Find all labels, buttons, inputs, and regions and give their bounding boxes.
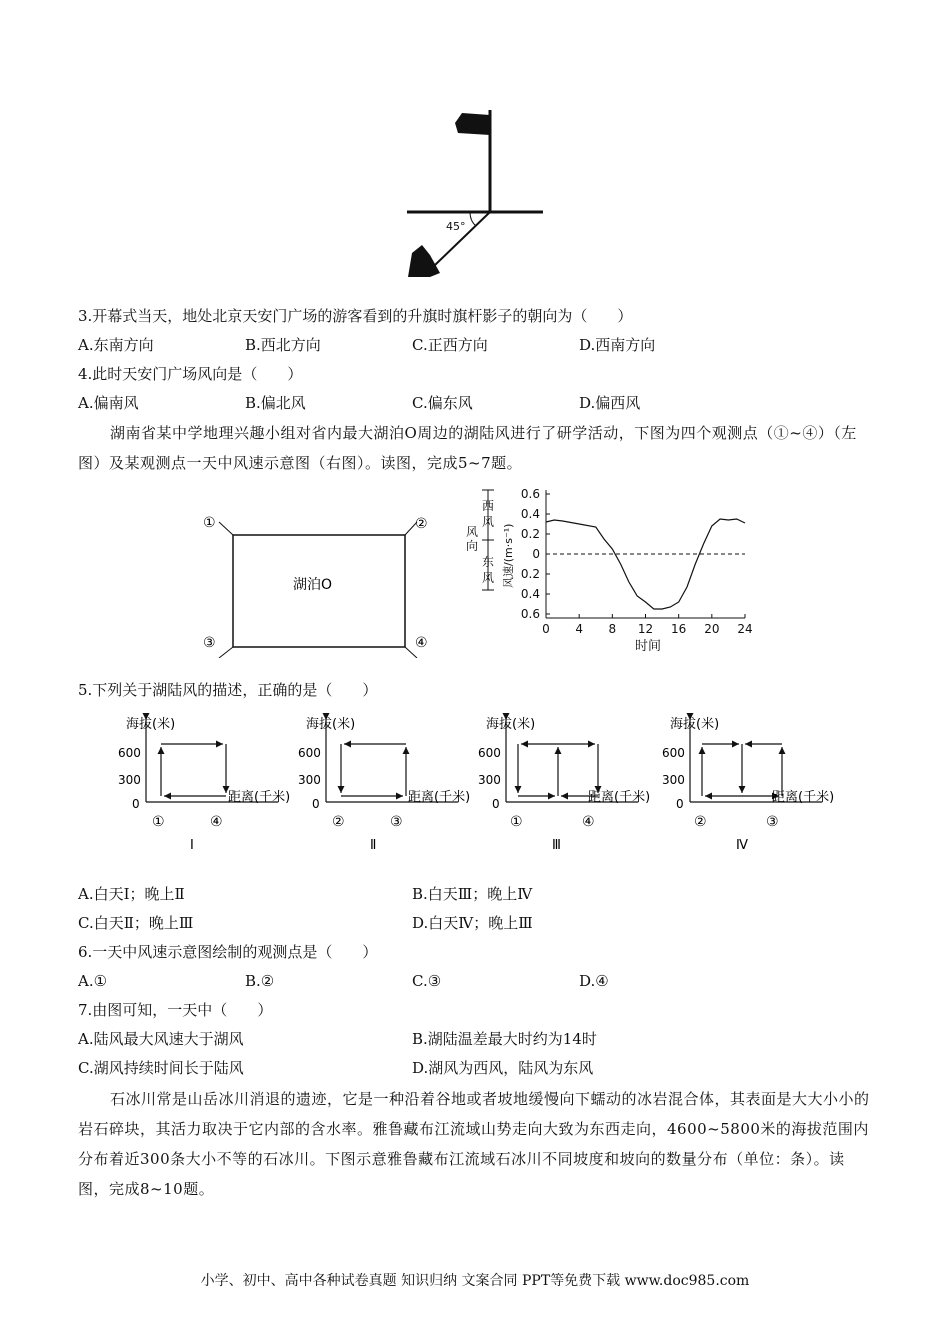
q7-option-d[interactable]: D.湖风为西风，陆风为东风 xyxy=(412,1059,594,1077)
q5-diagram-xlabel: 距离(千米) xyxy=(228,790,291,805)
angle-label: 45° xyxy=(446,220,466,233)
x-tick-label: 4 xyxy=(575,622,583,636)
svg-text:风: 风 xyxy=(482,571,495,585)
q6-option-c[interactable]: C.③ xyxy=(412,972,442,990)
q5-diagram-ytick: 0 xyxy=(132,797,140,811)
q5-diagram-ytick: 600 xyxy=(298,746,321,760)
q5-diagram-4 xyxy=(662,712,892,862)
q6-option-b[interactable]: B.② xyxy=(245,972,275,990)
x-tick-label: 16 xyxy=(671,622,687,636)
q5-diagram-ytick: 300 xyxy=(478,773,501,787)
lake-label: 湖泊O xyxy=(293,577,333,593)
q5-diagram-point-left: ② xyxy=(332,814,345,830)
wind-speed-line xyxy=(546,519,745,609)
y-tick-label: 0.4 xyxy=(520,507,540,521)
q5-diagram-point-left: ① xyxy=(152,814,165,830)
wind-speed-chart xyxy=(460,478,770,656)
q7-option-b[interactable]: B.湖陆温差最大时约为14时 xyxy=(412,1030,597,1048)
q3-option-c[interactable]: C.正西方向 xyxy=(412,336,488,354)
q4-option-a[interactable]: A.偏南风 xyxy=(78,394,139,412)
q5-diagram-numeral: Ⅱ xyxy=(370,838,377,853)
x-tick-label: 24 xyxy=(737,622,753,636)
q7-option-a[interactable]: A.陆风最大风速大于湖风 xyxy=(78,1030,244,1048)
y-tick-label: 0.2 xyxy=(520,527,540,541)
q5-diagram-ytick: 300 xyxy=(662,773,685,787)
observer-icon xyxy=(408,245,440,277)
q5-stem: 5.下列关于湖陆风的描述，正确的是（ ） xyxy=(78,681,378,699)
y-tick-label: 0.4 xyxy=(520,587,540,601)
q5-diagram-ytick: 600 xyxy=(118,746,141,760)
direction-middle-label xyxy=(466,525,478,553)
q4-option-c[interactable]: C.偏东风 xyxy=(412,394,473,412)
q5-diagram-ytick: 600 xyxy=(478,746,501,760)
q5-diagram-ytick: 300 xyxy=(118,773,141,787)
q5-diagram-ylabel: 海拔(米) xyxy=(306,717,356,732)
q3-stem: 3.开幕式当天，地处北京天安门广场的游客看到的升旗时旗杆影子的朝向为（ ） xyxy=(78,307,633,325)
q5-diagram-point-right: ④ xyxy=(582,814,595,830)
svg-text:向: 向 xyxy=(466,539,479,553)
svg-text:西: 西 xyxy=(482,499,495,513)
q5-diagram-xlabel: 距离(千米) xyxy=(408,790,471,805)
q5-diagram-ytick: 0 xyxy=(312,797,320,811)
q4-stem: 4.此时天安门广场风向是（ ） xyxy=(78,365,303,383)
point-2-label: ② xyxy=(415,516,428,532)
y-tick-label: 0.6 xyxy=(520,487,540,501)
q5-option-d[interactable]: D.白天Ⅳ；晚上Ⅲ xyxy=(412,914,533,932)
intro-5-7: 湖南省某中学地理兴趣小组对省内最大湖泊O周边的湖陆风进行了研学活动，下图为四个观测点（①~④）（左图）及某观测点一天中风速示意图（右图）。读图，完成5~7题。 xyxy=(78,424,857,472)
q6-stem: 6.一天中风速示意图绘制的观测点是（ ） xyxy=(78,943,378,961)
intro-8-10: 石冰川常是山岳冰川消退的遗迹，它是一种沿着谷地或者坡地缓慢向下蠕动的冰岩混合体，其表面是大大小小的岩石碎块，其活力取决于它内部的含水率。雅鲁藏布江流域山势走向大致为东西走向，4600~5800米的海拔范围内分布着近300条大小不等的石冰川。下图示意雅鲁藏布江流域石冰川不同坡度和坡向的数量分布（单位：条）。读图，完成8~10题。 xyxy=(78,1090,870,1198)
q5-diagram-point-right: ④ xyxy=(210,814,223,830)
q5-diagram-ylabel: 海拔(米) xyxy=(126,717,176,732)
q5-diagram-point-left: ① xyxy=(510,814,523,830)
flag-icon xyxy=(455,113,490,135)
q5-diagram-point-right: ③ xyxy=(390,814,403,830)
q5-option-b[interactable]: B.白天Ⅲ；晚上Ⅳ xyxy=(412,885,533,903)
q5-option-a[interactable]: A.白天Ⅰ；晚上Ⅱ xyxy=(78,885,185,903)
q5-diagram-ytick: 300 xyxy=(298,773,321,787)
q4-option-d[interactable]: D.偏西风 xyxy=(579,394,641,412)
y-axis-label: 风速/(m·s⁻¹) xyxy=(502,523,515,588)
y-tick-label: 0.2 xyxy=(520,567,540,581)
q5-diagram-ytick: 600 xyxy=(662,746,685,760)
q5-diagram-xlabel: 距离(千米) xyxy=(772,790,835,805)
q5-diagram-numeral: Ⅲ xyxy=(552,838,561,853)
q4-option-b[interactable]: B.偏北风 xyxy=(245,394,306,412)
q5-diagram-ylabel: 海拔(米) xyxy=(670,717,720,732)
point-3-label: ③ xyxy=(203,635,216,651)
angle-arc xyxy=(470,212,476,226)
q5-diagram-point-left: ② xyxy=(694,814,707,830)
q5-diagram-xlabel: 距离(千米) xyxy=(588,790,651,805)
svg-text:风: 风 xyxy=(466,525,479,539)
x-tick-label: 0 xyxy=(542,622,550,636)
svg-text:风: 风 xyxy=(482,515,495,529)
flag-shadow-figure xyxy=(400,105,550,285)
y-tick-label: 0.6 xyxy=(520,607,540,621)
q6-option-a[interactable]: A.① xyxy=(78,972,108,990)
q3-option-b[interactable]: B.西北方向 xyxy=(245,336,321,354)
y-tick-label: 0 xyxy=(532,547,540,561)
page-footer: 小学、初中、高中各种试卷真题 知识归纳 文案合同 PPT等免费下载 www.doc985.com xyxy=(200,1273,750,1289)
q5-diagram-ytick: 0 xyxy=(676,797,684,811)
svg-text:东: 东 xyxy=(482,555,495,569)
q6-option-d[interactable]: D.④ xyxy=(579,972,609,990)
q5-diagram-point-right: ③ xyxy=(766,814,779,830)
x-tick-label: 12 xyxy=(637,622,654,636)
q7-option-c[interactable]: C.湖风持续时间长于陆风 xyxy=(78,1059,244,1077)
q3-option-a[interactable]: A.东南方向 xyxy=(78,336,154,354)
point-1-label: ① xyxy=(203,515,216,531)
x-tick-label: 8 xyxy=(608,622,617,636)
q5-diagram-numeral: Ⅳ xyxy=(736,838,748,853)
q5-diagram-ylabel: 海拔(米) xyxy=(486,717,536,732)
q7-stem: 7.由图可知，一天中（ ） xyxy=(78,1001,273,1019)
x-tick-label: 20 xyxy=(704,622,720,636)
point-4-label: ④ xyxy=(415,635,428,651)
lake-map xyxy=(195,508,445,658)
x-axis-label: 时间 xyxy=(635,639,662,654)
q5-diagram-ytick: 0 xyxy=(492,797,500,811)
q5-option-c[interactable]: C.白天Ⅱ；晚上Ⅲ xyxy=(78,914,194,932)
q5-diagram-numeral: Ⅰ xyxy=(190,838,194,853)
q3-option-d[interactable]: D.西南方向 xyxy=(579,336,656,354)
